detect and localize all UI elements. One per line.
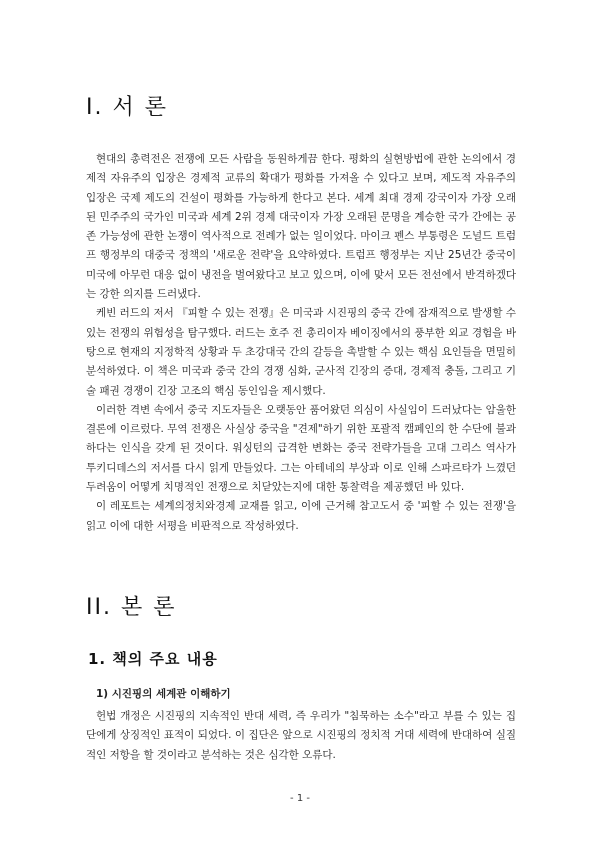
intro-paragraph-4: 이 레포트는 세계의정치와경제 교재를 읽고, 이에 근거해 참고도서 중 '피할 수 있는 전쟁'을 읽고 이에 대한 서평을 비판적으로 작성하였다. bbox=[86, 500, 516, 532]
section-paragraph-1: 헌법 개정은 시진핑의 지속적인 반대 세력, 즉 우리가 "침묵하는 소수"라고 부를 수 있는 집단에게 상징적인 표적이 되었다. 이 집단은 앞으로 시진핑의 정치적 거대 세력에 반대하여 실질적인 저항을 할 것이라고 분석하는 것은 심각한 오류다. bbox=[86, 710, 516, 761]
intro-paragraph-2: 케빈 러드의 저서 『피할 수 있는 전쟁』은 미국과 시진핑의 중국 간에 잠재적으로 발생할 수 있는 전쟁의 위험성을 탐구했다. 러드는 호주 전 총리이자 베이징에서의 풍부한 외교 경험을 바탕으로 현재의 지정학적 상황과 두 초강대국 간의 갈등을 촉발할 수 있는 핵심 요인들을 면밀히 분석하였다. 이 책은 미국과 중국 간의 경쟁 심화, 군사적 긴장의 증대, 경제적 충돌, 그리고 기술 패권 경쟁이 긴장 고조의 핵심 동인임을 제시했다. bbox=[86, 307, 516, 397]
introduction-body bbox=[86, 150, 516, 536]
heading-introduction: I. 서 론 bbox=[86, 95, 168, 120]
page-number: - 1 - bbox=[290, 793, 310, 804]
intro-paragraph-3: 이러한 격변 속에서 중국 지도자들은 오랫동안 품어왔던 의심이 사실임이 드러났다는 암울한 결론에 이르렀다. 무역 전쟁은 사실상 중국을 "견제"하기 위한 포괄적 캠페인의 한 수단에 불과하다는 인식을 갖게 된 것이다. 워싱턴의 급격한 변화는 중국 전략가들을 고대 그리스 역사가 투키디데스의 저서를 다시 읽게 만들었다. 그는 아테네의 부상과 이로 인해 스파르타가 느꼈던 두려움이 어떻게 치명적인 전쟁으로 치닫았는지에 대한 통찰력을 제공했던 바 있다. bbox=[86, 403, 516, 494]
subsection-title: 1) 시진핑의 세계관 이해하기 bbox=[96, 688, 231, 700]
section-body bbox=[86, 707, 516, 765]
heading-main-body: II. 본 론 bbox=[86, 595, 177, 620]
section-title: 1. 책의 주요 내용 bbox=[88, 650, 218, 668]
intro-paragraph-1: 현대의 총력전은 전쟁에 모든 사람을 동원하게끔 한다. 평화의 실현방법에 관한 논의에서 경제적 자유주의 입장은 경제적 교류의 확대가 평화를 가져올 수 있다고 보며, 제도적 자유주의 입장은 국제 제도의 건설이 평화를 가능하게 한다고 본다. 세계 최대 경제 강국이자 가장 오래된 민주주의 국가인 미국과 세계 2위 경제 대국이자 가장 오래된 문명을 계승한 국가 간에는 공존 가능성에 관한 논쟁이 역사적으로 전례가 없는 일이었다. 마이크 펜스 부통령은 도널드 트럼프 행정부의 대중국 정책의 '새로운 전략'을 요약하였다. 트럼프 행정부는 지난 25년간 중국이 미국에 아무런 대응 없이 냉전을 벌여왔다고 보고 있으며, 이에 맞서 모든 전선에서 반격하겠다는 강한 의지를 드러냈다. bbox=[86, 153, 516, 301]
